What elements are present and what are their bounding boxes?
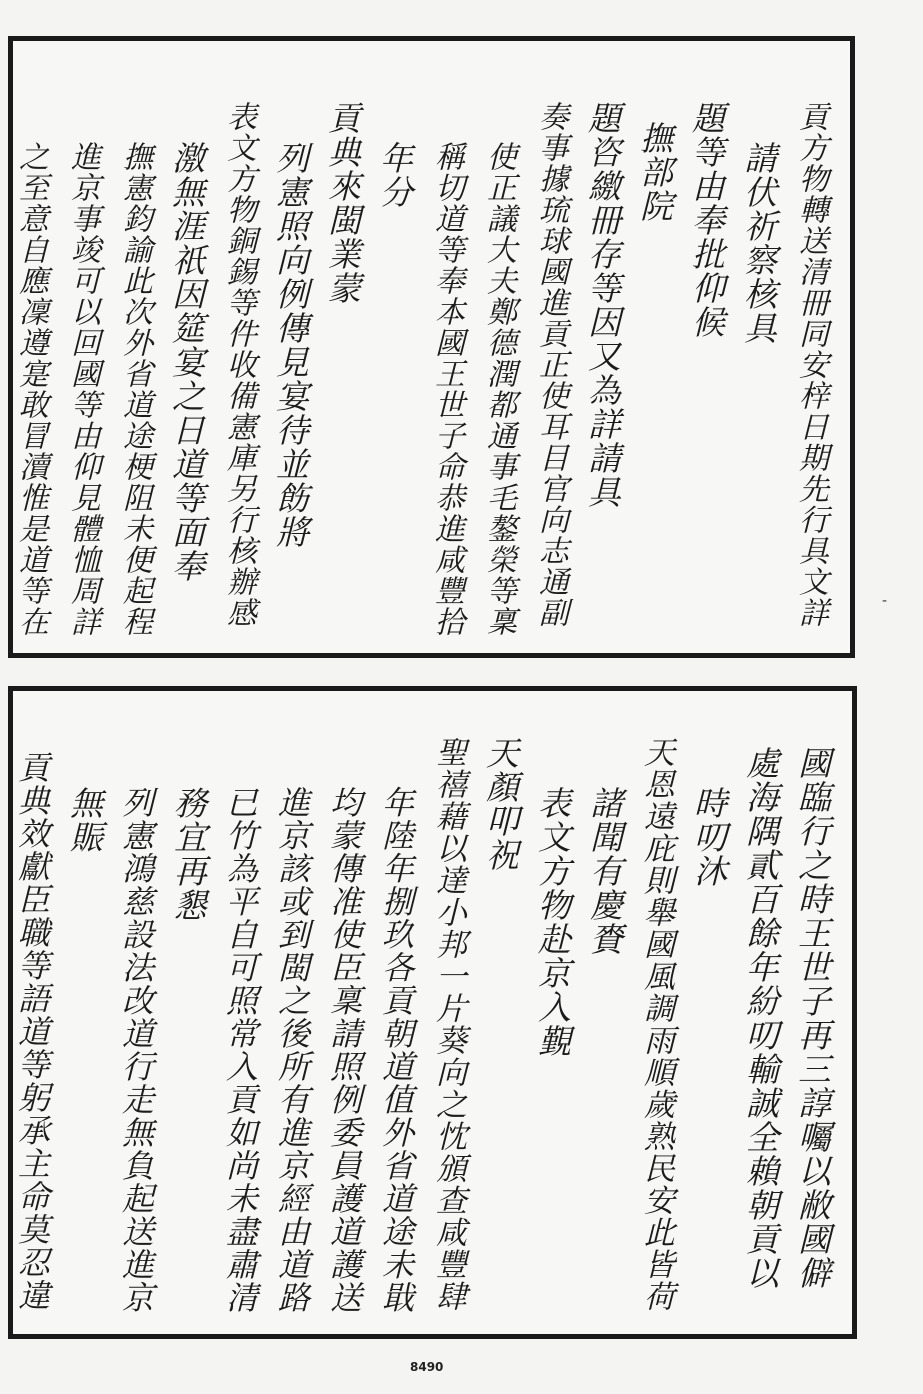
text-column: 列憲鴻慈設法改道行走無負起送進京	[117, 786, 155, 1314]
text-column: 題等由奉批仰候	[687, 101, 726, 339]
text-column: 天顏叩祝	[481, 736, 520, 872]
text-column: 國臨行之時王世子再三諄囑以敝國僻	[793, 746, 832, 1290]
text-column: 貢方物轉送清冊同安梓日期先行具文詳	[793, 101, 828, 628]
text-column: 請伏祈察核具	[739, 141, 778, 345]
lower-text-columns	[13, 691, 852, 1334]
text-column: 年陸年捌玖各貢朝道值外省道途未戢	[377, 786, 415, 1314]
text-column: 已竹為平自可照常入貢如尚未盡肅清	[221, 786, 259, 1314]
text-column: 稱切道等奉本國王世子命恭進咸豐拾	[429, 141, 464, 637]
text-column: 之至意自應凜遵寔敢冒瀆惟是道等在	[13, 141, 48, 637]
text-column: 天恩遠庇則舉國風調雨順歲熟民安此皆荷	[638, 736, 674, 1312]
text-column: 諸聞有慶賚	[585, 786, 624, 956]
text-column: 使正議大夫鄭德潤都通事毛鏊榮等稟	[481, 141, 516, 637]
text-column: 進京該或到閩之後所有進京經由道路	[273, 786, 311, 1314]
text-column: 撫部院	[635, 121, 674, 223]
margin-mark: -	[882, 593, 888, 609]
upper-document-panel	[8, 36, 855, 658]
text-column: 進京事竣可以回國等由仰見體恤周詳	[65, 141, 100, 637]
text-column: 表文方物赴京入覲	[533, 786, 572, 1058]
text-column: 奏事據琉球國進貢正使耳目官向志通副	[533, 101, 568, 628]
text-column: 貢典效獻臣職等語道等躬承主命莫忍違	[13, 751, 51, 1312]
text-column: 均蒙傳准使臣稟請照例委員護道護送	[325, 786, 363, 1314]
text-column: 貢典來閩業蒙	[323, 101, 362, 305]
text-column: 無賑	[65, 786, 104, 854]
text-column: 撫憲鈞諭此次外省道途梗阻未便起程	[117, 141, 152, 637]
text-column: 處海隅貳百餘年紛叨輸誠全賴朝貢以	[741, 746, 780, 1290]
text-column: 題咨繳冊存等因又為詳請具	[583, 101, 622, 509]
text-column: 激無涯祇因筵宴之日道等面奉	[167, 141, 206, 583]
text-column: 時叨沐	[689, 786, 728, 888]
text-column: 聖禧藉以達小邦一片葵向之忱頒查咸豐肆	[430, 736, 466, 1312]
text-column: 列憲照向例傳見宴待並飭將	[271, 141, 310, 549]
page-number: 8490	[410, 1360, 444, 1374]
upper-text-columns	[13, 41, 850, 653]
lower-document-panel	[8, 686, 857, 1339]
text-column: 表文方物銅錫等件收備憲庫另行核辦感	[221, 101, 256, 628]
text-column: 務宜再懇	[169, 786, 208, 922]
text-column: 年分	[375, 141, 414, 209]
